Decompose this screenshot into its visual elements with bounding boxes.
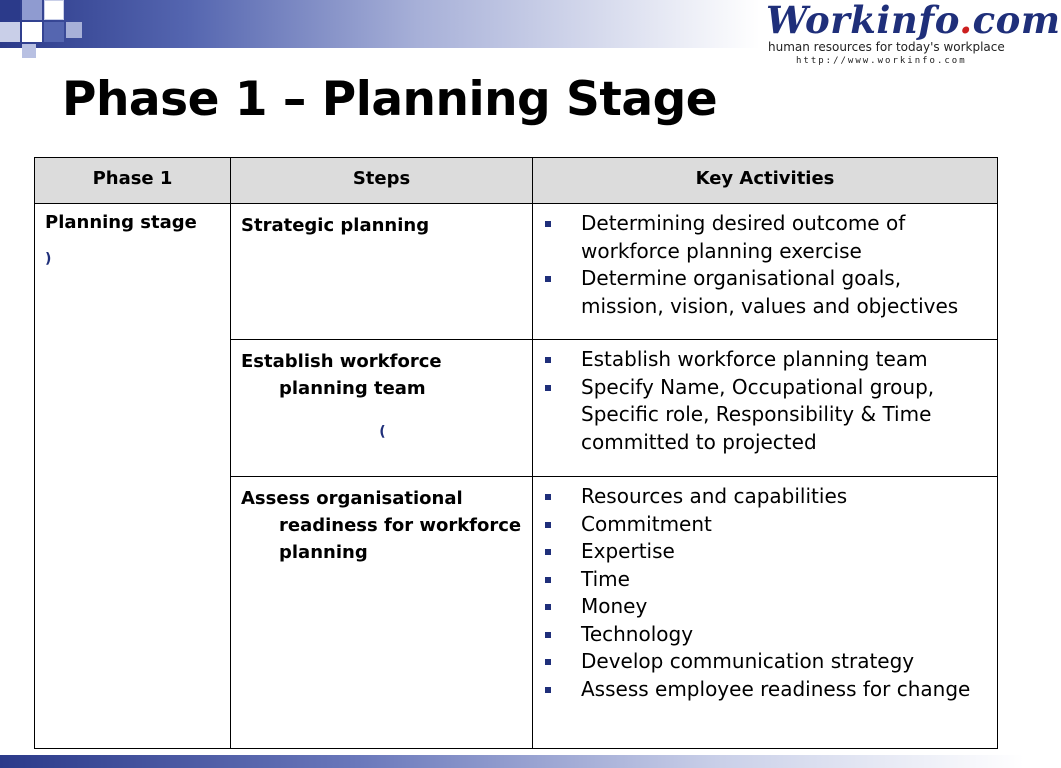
activity-list xyxy=(541,346,989,456)
phase-label: Planning stage xyxy=(45,212,197,233)
bullet-square-icon xyxy=(545,632,551,638)
bullet-square-icon xyxy=(545,276,551,282)
list-item: Expertise xyxy=(541,538,989,566)
activities-cell xyxy=(533,477,998,749)
list-item: Resources and capabilities xyxy=(541,483,989,511)
bullet-square-icon xyxy=(545,604,551,610)
bullet-square-icon xyxy=(545,687,551,693)
step-cell xyxy=(231,340,533,477)
list-item: Time xyxy=(541,566,989,594)
logo-wordmark: Workinfo.com xyxy=(766,0,1061,42)
decorative-squares xyxy=(0,0,110,60)
phase-mark: ) xyxy=(45,251,52,267)
phase-cell xyxy=(35,204,231,749)
header-key-activities: Key Activities xyxy=(533,158,998,204)
step-cell xyxy=(231,477,533,749)
logo-tagline: human resources for today's workplace xyxy=(768,40,1005,54)
bullet-square-icon xyxy=(545,385,551,391)
activities-cell xyxy=(533,204,998,340)
header-steps: Steps xyxy=(231,158,533,204)
step-mark: ( xyxy=(379,424,386,440)
top-decorative-bar xyxy=(0,0,760,48)
step-label: Assess organisational readiness for workforce planning xyxy=(241,488,522,563)
bullet-square-icon xyxy=(545,357,551,363)
list-item: Establish workforce planning team xyxy=(541,346,989,374)
planning-table xyxy=(34,157,998,749)
list-item: Determining desired outcome of workforce planning exercise xyxy=(541,210,989,265)
activities-cell xyxy=(533,340,998,477)
bottom-decorative-bar xyxy=(0,755,1024,768)
list-item: Money xyxy=(541,593,989,621)
logo-url: http://www.workinfo.com xyxy=(796,56,967,66)
list-item: Develop communication strategy xyxy=(541,648,989,676)
step-label: Strategic planning xyxy=(241,215,430,236)
list-item: Assess employee readiness for change xyxy=(541,676,989,704)
bullet-square-icon xyxy=(545,549,551,555)
step-label: Establish workforce planning team xyxy=(241,351,442,399)
step-cell xyxy=(231,204,533,340)
activity-list xyxy=(541,483,989,703)
bullet-square-icon xyxy=(545,577,551,583)
bullet-square-icon xyxy=(545,522,551,528)
bullet-square-icon xyxy=(545,494,551,500)
list-item: Technology xyxy=(541,621,989,649)
list-item: Specify Name, Occupational group, Specific role, Responsibility & Time committed to projected xyxy=(541,374,989,457)
table-row xyxy=(35,204,998,340)
list-item: Determine organisational goals, mission, vision, values and objectives xyxy=(541,265,989,320)
activity-list xyxy=(541,210,989,320)
bullet-square-icon xyxy=(545,659,551,665)
header-phase: Phase 1 xyxy=(35,158,231,204)
slide-title: Phase 1 – Planning Stage xyxy=(62,72,718,127)
table-header-row xyxy=(35,158,998,204)
workinfo-logo xyxy=(760,0,1061,70)
bullet-square-icon xyxy=(545,221,551,227)
list-item: Commitment xyxy=(541,511,989,539)
